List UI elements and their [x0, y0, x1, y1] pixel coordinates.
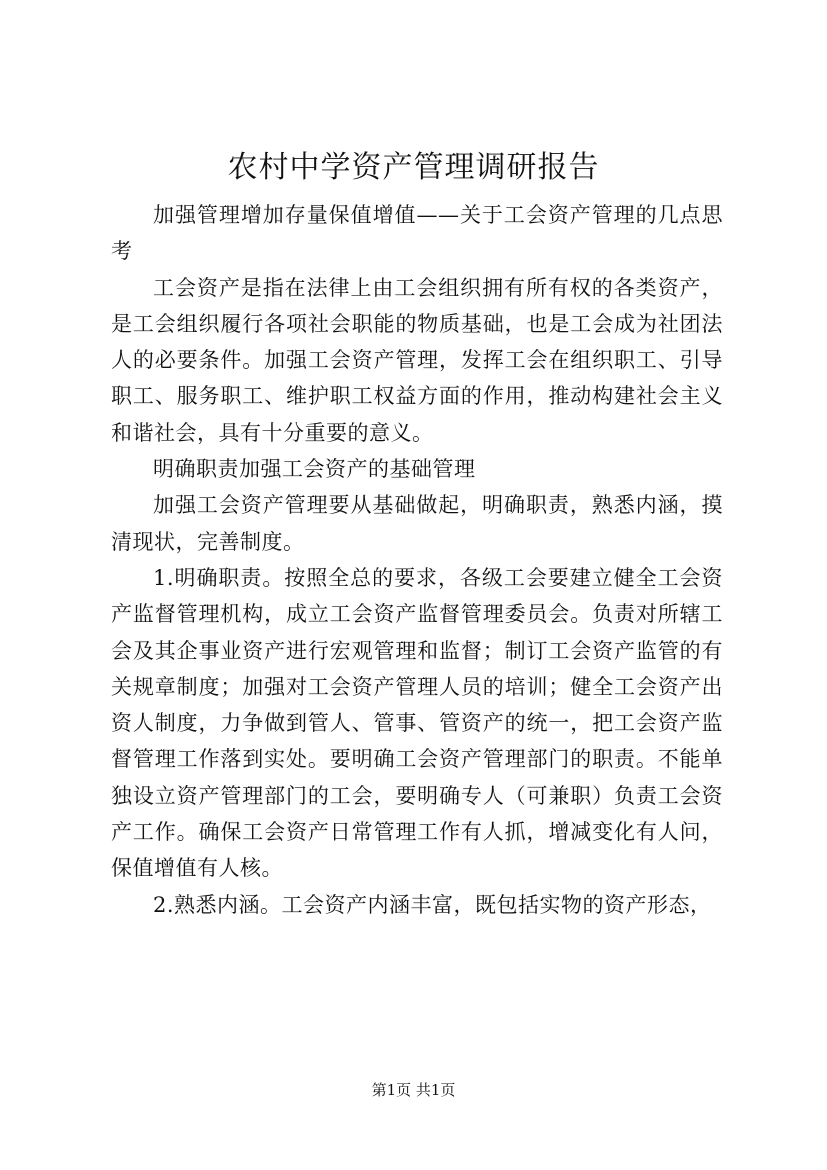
document-title: 农村中学资产管理调研报告 — [227, 150, 600, 185]
document-body — [111, 197, 723, 923]
section-heading: 明确职责加强工会资产的基础管理 — [153, 457, 476, 482]
paragraph-item-2: 2.熟悉内涵。工会资产内涵丰富，既包括实物的资产形态， — [153, 892, 712, 917]
paragraph-subtitle: 加强管理增加存量保值增值——关于工会资产管理的几点思考 — [111, 203, 723, 264]
paragraph-intro: 工会资产是指在法律上由工会组织拥有所有权的各类资产，是工会组织履行各项社会职能的物质基础，也是工会成为社团法人的必要条件。加强工会资产管理，发挥工会在组织职工、引导职工、服务职工、维护职工权益方面的作用，推动构建社会主义和谐社会，具有十分重要的意义。 — [111, 275, 723, 445]
paragraph-item-1: 1.明确职责。按照全总的要求，各级工会要建立健全工会资产监督管理机构，成立工会资产监督管理委员会。负责对所辖工会及其企事业资产进行宏观管理和监督；制订工会资产监管的有关规章制度；加强对工会资产管理人员的培训；健全工会资产出资人制度，力争做到管人、管事、管资产的统一，把工会资产监督管理工作落到实处。要明确工会资产管理部门的职责。不能单独设立资产管理部门的工会，要明确专人（可兼职）负责工会资产工作。确保工会资产日常管理工作有人抓，增减变化有人问，保值增值有人核。 — [111, 565, 723, 881]
paragraph-overview: 加强工会资产管理要从基础做起，明确职责，熟悉内涵，摸清现状，完善制度。 — [111, 493, 723, 554]
page-footer: 第1页 共1页 — [371, 1081, 456, 1099]
